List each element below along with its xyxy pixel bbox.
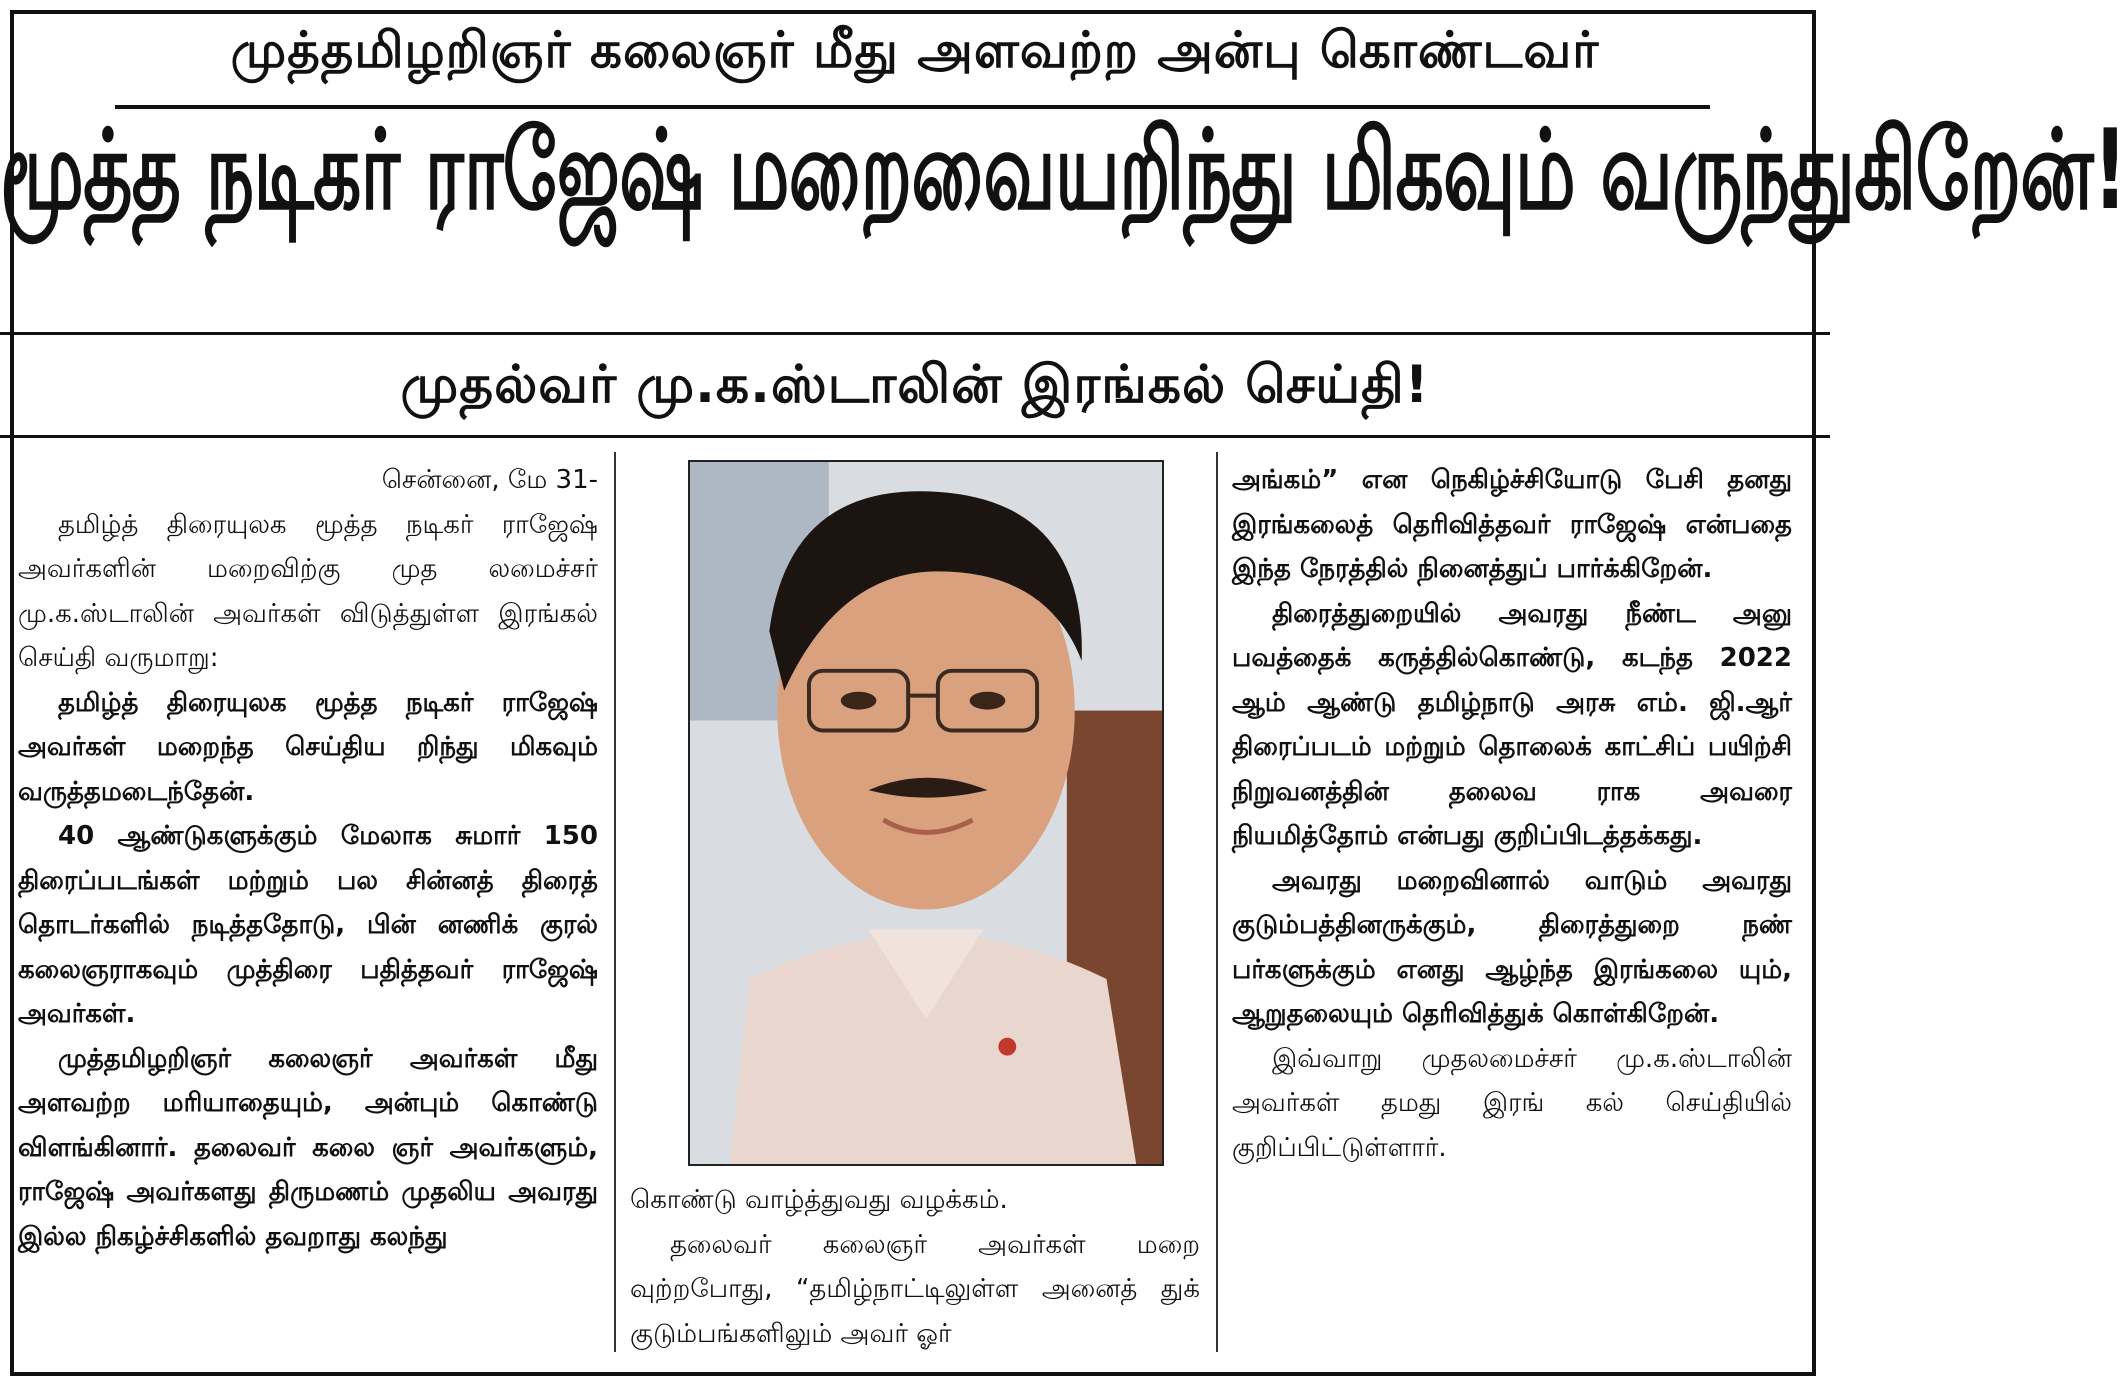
- article-paragraph: முத்தமிழறிஞர் கலைஞர் அவர்கள் மீது அளவற்ற மரியாதையும், அன்பும் கொண்டு விளங்கினார். தலைவர் கலை ஞர் அவர்களும், ராஜேஷ் அவர்களது திருமணம் முதலிய அவரது இல்ல நிகழ்ச்சிகளில் தவறாது கலந்து: [18, 1043, 598, 1252]
- main-headline: மூத்த நடிகர் ராஜேஷ் மறைவையறிந்து மிகவும் வருந்துகிறேன்!: [0, 105, 2127, 235]
- article-paragraph: தமிழ்த் திரையுலக மூத்த நடிகர் ராஜேஷ் அவர்கள் மறைந்த செய்திய றிந்து மிகவும் வருத்தமடைந்தேன்.: [18, 687, 598, 807]
- article-paragraph: 40 ஆண்டுகளுக்கும் மேலாக சுமார் 150 திரைப்படங்கள் மற்றும் பல சின்னத் திரைத் தொடர்களில் நடித்ததோடு, பின் னணிக் குரல் கலைஞராகவும் முத்திரை பதித்தவர் ராஜேஷ் அவர்கள்.: [18, 821, 598, 1029]
- portrait-illustration: [690, 462, 1162, 1164]
- column-divider: [1216, 452, 1218, 1352]
- article-paragraph: தமிழ்த் திரையுலக மூத்த நடிகர் ராஜேஷ் அவர்களின் மறைவிற்கு முத லமைச்சர் மு.க.ஸ்டாலின் அவர்கள் விடுத்துள்ள இரங்கல் செய்தி வருமாறு:: [18, 509, 598, 673]
- article-paragraph: அவரது மறைவினால் வாடும் அவரது குடும்பத்தினருக்கும், திரைத்துறை நண் பர்களுக்கும் எனது ஆழ்ந்த இரங்கலை யும், ஆறுதலையும் தெரிவித்துக் கொள்கிறேன்.: [1232, 865, 1792, 1029]
- article-paragraph: திரைத்துறையில் அவரது நீண்ட அனு பவத்தைக் கருத்தில்கொண்டு, கடந்த 2022 ஆம் ஆண்டு தமிழ்நாடு அரசு எம். ஜி.ஆர் திரைப்படம் மற்றும் தொலைக் காட்சிப் பயிற்சி நிறுவனத்தின் தலைவ ராக அவரை நியமித்தோம் என்பது குறிப்பிடத்தக்கது.: [1232, 598, 1792, 851]
- column-divider: [614, 452, 616, 1352]
- sub-headline: முதல்வர் மு.க.ஸ்டாலின் இரங்கல் செய்தி!: [400, 355, 1430, 415]
- divider-rule: [0, 332, 1830, 335]
- portrait-photo: [688, 460, 1164, 1166]
- dateline: சென்னை, மே 31-: [381, 465, 598, 495]
- article-paragraph: கொண்டு வாழ்த்துவது வழக்கம்.: [630, 1185, 1008, 1215]
- article-column-1: [18, 458, 598, 1259]
- article-column-2: [630, 1178, 1200, 1356]
- article-paragraph: இவ்வாறு முதலமைச்சர் மு.க.ஸ்டாலின் அவர்கள் தமது இரங் கல் செய்தியில் குறிப்பிட்டுள்ளார்.: [1232, 1043, 1792, 1163]
- kicker-headline: முத்தமிழறிஞர் கலைஞர் மீது அளவற்ற அன்பு கொண்டவர்: [230, 21, 1600, 79]
- article-paragraph: தலைவர் கலைஞர் அவர்கள் மறை வுற்றபோது, “தமிழ்நாட்டிலுள்ள அனைத் துக் குடும்பங்களிலும் அவர் ஓர்: [630, 1229, 1200, 1349]
- article-paragraph: அங்கம்” என நெகிழ்ச்சியோடு பேசி தனது இரங்கலைத் தெரிவித்தவர் ராஜேஷ் என்பதை இந்த நேரத்தில் நினைத்துப் பார்க்கிறேன்.: [1232, 465, 1792, 584]
- divider-rule: [0, 435, 1830, 438]
- article-column-3: [1232, 458, 1792, 1170]
